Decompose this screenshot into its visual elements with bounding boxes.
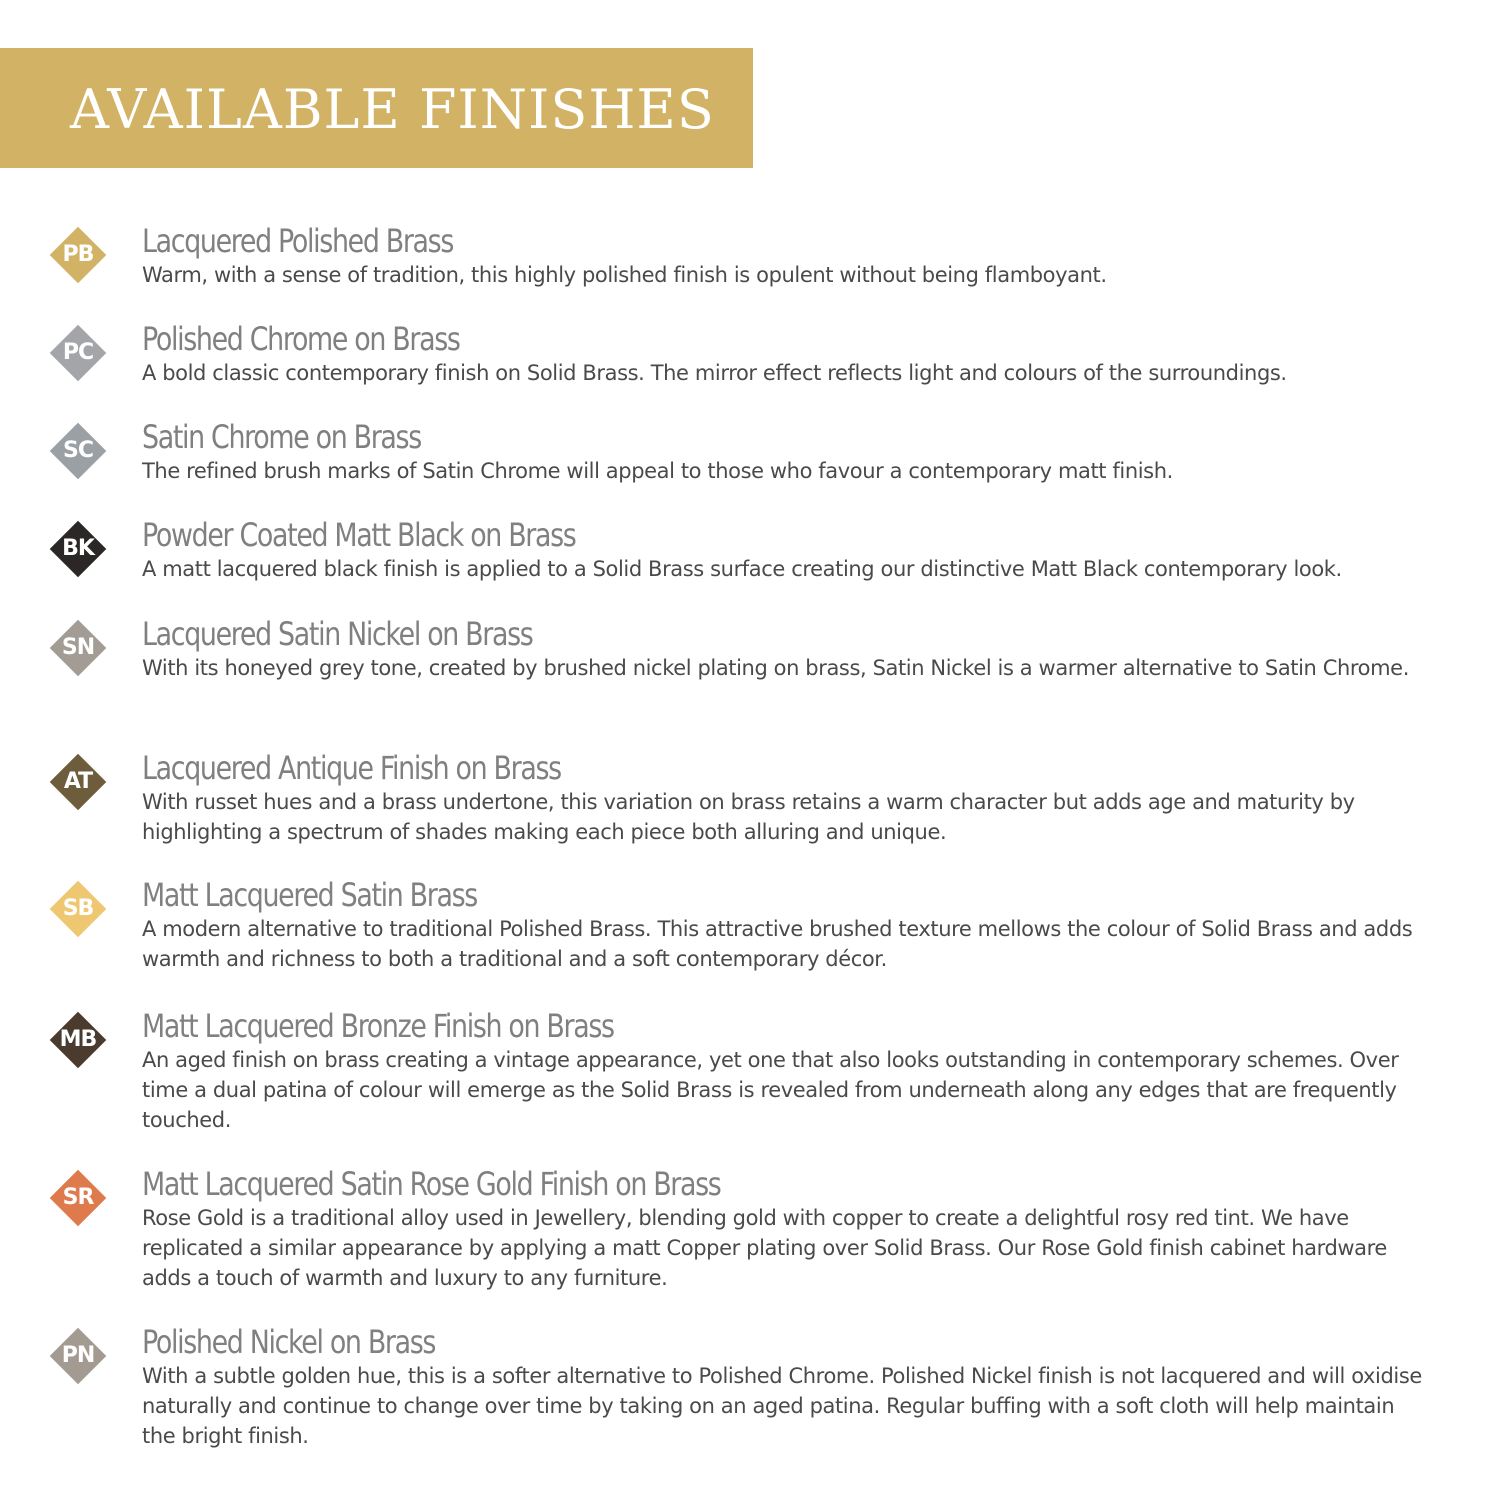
finish-description: The refined brush marks of Satin Chrome will appeal to those who favour a contemporary matt finish. [142, 459, 1173, 483]
finish-code: SC [63, 438, 93, 463]
finish-badge-sc [50, 423, 106, 479]
finish-title: Polished Nickel on Brass [142, 1323, 436, 1361]
finish-description: A bold classic contemporary finish on Solid Brass. The mirror effect reflects light and colours of the surroundings. [142, 361, 1287, 385]
finish-badge-pn [50, 1328, 106, 1384]
finish-title: Matt Lacquered Bronze Finish on Brass [142, 1007, 614, 1045]
finish-code: PC [62, 340, 94, 365]
finish-description: Warm, with a sense of tradition, this highly polished finish is opulent without being flamboyant. [142, 263, 1107, 287]
finish-description: An aged finish on brass creating a vintage appearance, yet one that also looks outstanding in contemporary schemes. Over time a dual patina of colour will emerge as the Solid Brass is revealed from underneath along any edges that are frequently touched. [142, 1048, 1399, 1132]
finish-title: Satin Chrome on Brass [142, 418, 421, 456]
finish-description: A matt lacquered black finish is applied to a Solid Brass surface creating our distinctive Matt Black contemporary look. [142, 557, 1342, 581]
finish-title: Lacquered Antique Finish on Brass [142, 749, 561, 787]
finish-title: Matt Lacquered Satin Brass [142, 876, 477, 914]
finish-description: With a subtle golden hue, this is a softer alternative to Polished Chrome. Polished Nickel finish is not lacquered and will oxidise naturally and continue to change over time by taking on an aged patina. Regular buffing with a soft cloth will help maintain the bright finish. [142, 1364, 1422, 1448]
page-title: AVAILABLE FINISHES [70, 78, 715, 141]
finish-code: MB [59, 1027, 97, 1052]
finish-description: With its honeyed grey tone, created by brushed nickel plating on brass, Satin Nickel is a warmer alternative to Satin Chrome. [142, 656, 1409, 680]
finish-code: SB [62, 896, 94, 921]
finish-title: Powder Coated Matt Black on Brass [142, 516, 576, 554]
finish-badge-at [50, 754, 106, 810]
finish-badge-pb [50, 227, 106, 283]
finish-description: A modern alternative to traditional Polished Brass. This attractive brushed texture mellows the colour of Solid Brass and adds warmth and richness to both a traditional and a soft contemporary décor. [142, 917, 1413, 971]
finish-badge-sr [50, 1170, 106, 1226]
finish-title: Polished Chrome on Brass [142, 320, 460, 358]
finish-code: AT [63, 769, 93, 794]
finish-code: PB [62, 242, 94, 267]
finish-title: Matt Lacquered Satin Rose Gold Finish on Brass [142, 1165, 721, 1203]
finish-code: SR [62, 1185, 94, 1210]
finish-badge-sb [50, 881, 106, 937]
finish-badge-pc [50, 325, 106, 381]
finish-badge-sn [50, 620, 106, 676]
finish-description: Rose Gold is a traditional alloy used in Jewellery, blending gold with copper to create a delightful rosy red tint. We have replicated a similar appearance by applying a matt Copper plating over Solid Brass. Our Rose Gold finish cabinet hardware adds a touch of warmth and luxury to any furniture. [142, 1206, 1387, 1290]
finish-code: BK [62, 536, 94, 561]
finish-code: PN [61, 1343, 95, 1368]
finish-badge-mb [50, 1012, 106, 1068]
finish-code: SN [61, 635, 95, 660]
finish-badge-bk [50, 521, 106, 577]
finish-title: Lacquered Satin Nickel on Brass [142, 615, 533, 653]
finish-description: With russet hues and a brass undertone, this variation on brass retains a warm character but adds age and maturity by highlighting a spectrum of shades making each piece both alluring and unique. [142, 790, 1355, 844]
finish-title: Lacquered Polished Brass [142, 222, 454, 260]
